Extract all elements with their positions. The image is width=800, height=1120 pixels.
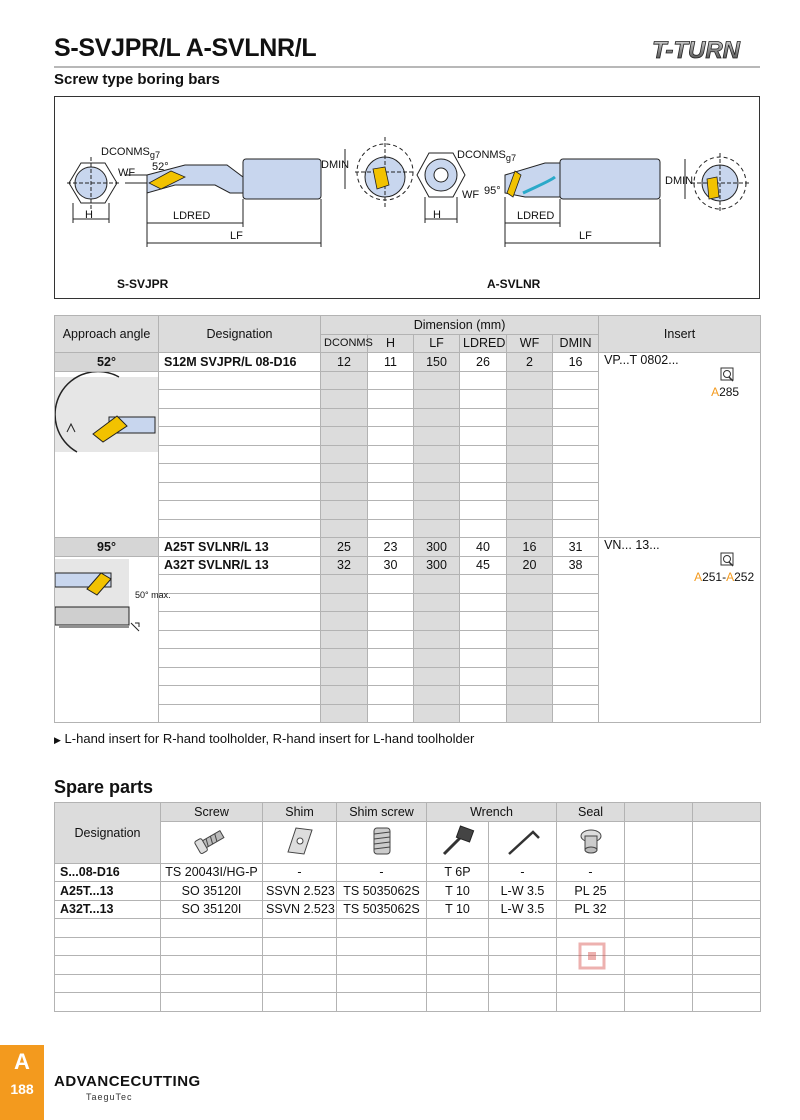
hand-note	[54, 731, 474, 746]
designation-a25t: A25T SVLNR/L 13	[159, 538, 321, 557]
title-rule	[54, 66, 760, 68]
caption-a-svlnr: A-SVLNR	[487, 277, 541, 291]
page-ref-a251-a252[interactable]: A251-A252	[694, 570, 755, 584]
spare-shim-screw: TS 5035062S	[337, 882, 427, 901]
label-wf-left: WF	[118, 167, 136, 179]
l-wrench-icon	[489, 821, 557, 863]
angle-95: 95°	[55, 538, 159, 557]
spare-header-wrench: Wrench	[427, 803, 557, 822]
header-insert: Insert	[599, 316, 761, 353]
label-angle-95: 95°	[484, 185, 501, 197]
designation-s12m: S12M SVJPR/L 08-D16	[159, 353, 321, 372]
insert-ref-block	[604, 367, 757, 407]
header-h: H	[368, 334, 414, 353]
shim-icon	[263, 821, 337, 863]
technical-drawing	[54, 96, 760, 299]
max-angle-note: 50° max.	[135, 589, 171, 600]
insert-code-vn: VN... 13...	[604, 538, 660, 552]
advance-cutting-logo: ADVANCECUTTING	[54, 1073, 201, 1090]
cell-wf: 2	[507, 353, 553, 372]
cell-ldred: 40	[460, 538, 507, 557]
label-ldred-left: LDRED	[173, 210, 211, 222]
label-lf-right: LF	[579, 230, 592, 242]
cell-wf: 16	[507, 538, 553, 557]
cell-h: 30	[368, 556, 414, 575]
spare-shim-screw: TS 5035062S	[337, 900, 427, 919]
label-lf-left: LF	[230, 230, 243, 242]
spare-shim-screw: -	[337, 863, 427, 882]
page-title: S-SVJPR/L A-SVLNR/L	[54, 34, 317, 62]
header-dconms: DCONMS	[321, 334, 368, 353]
t-turn-logo	[630, 32, 762, 66]
spare-row	[55, 900, 761, 919]
label-dconms-right: $DCONMS_{g7}$	[457, 149, 517, 164]
spare-shim: SSVN 2.523	[263, 900, 337, 919]
spare-wrench-l: L-W 3.5	[489, 900, 557, 919]
insert-cell-vn	[599, 538, 761, 723]
label-h-left: H	[85, 209, 93, 221]
label-dmin-mid: DMIN	[321, 159, 350, 171]
spare-header-shim: Shim	[263, 803, 337, 822]
spare-seal: PL 32	[557, 900, 625, 919]
spare-designation: A32T...13	[55, 900, 161, 919]
label-wf-right: WF	[462, 189, 480, 201]
cell-lf: 300	[414, 556, 460, 575]
watermark-logo	[530, 940, 670, 1010]
spare-wrench-torx: T 6P	[427, 863, 489, 882]
page-ref-a285[interactable]: A285	[711, 385, 740, 399]
cell-ldred: 45	[460, 556, 507, 575]
spare-header-screw: Screw	[161, 803, 263, 822]
magnifier-icon	[718, 367, 736, 383]
spare-row	[55, 882, 761, 901]
insert-cell-vp	[599, 353, 761, 538]
spare-header-shim-screw: Shim screw	[337, 803, 427, 822]
angle-52: 52°	[55, 353, 159, 372]
spare-wrench-torx: T 10	[427, 882, 489, 901]
spare-parts-title: Spare parts	[54, 777, 154, 797]
header-designation: Designation	[159, 316, 321, 353]
spare-shim: -	[263, 863, 337, 882]
spare-designation: S...08-D16	[55, 863, 161, 882]
cell-h: 23	[368, 538, 414, 557]
cell-h: 11	[368, 353, 414, 372]
header-dimension: Dimension (mm)	[321, 316, 599, 335]
cell-wf: 20	[507, 556, 553, 575]
cell-dmin: 31	[553, 538, 599, 557]
cell-dmin: 38	[553, 556, 599, 575]
shim-screw-icon	[337, 821, 427, 863]
page-number: 188	[10, 1081, 34, 1097]
insert-code-vp: VP...T 0802...	[604, 353, 679, 367]
spare-header-seal: Seal	[557, 803, 625, 822]
header-dmin: DMIN	[553, 334, 599, 353]
approach-52-icon	[55, 372, 158, 456]
header-lf: LF	[414, 334, 460, 353]
seal-icon	[557, 821, 625, 863]
spare-wrench-l: L-W 3.5	[489, 882, 557, 901]
spare-wrench-torx: T 10	[427, 900, 489, 919]
cell-lf: 300	[414, 538, 460, 557]
label-ldred-right: LDRED	[517, 210, 555, 222]
spare-seal: PL 25	[557, 882, 625, 901]
label-angle-52: 52°	[152, 161, 169, 173]
insert-ref-block	[604, 552, 757, 592]
header-ldred: LDRED	[460, 334, 507, 353]
screw-icon	[161, 821, 263, 863]
torx-wrench-icon	[427, 821, 489, 863]
header-approach-angle: Approach angle	[55, 316, 159, 353]
label-dconms-left: $DCONMS_{g7}$	[101, 146, 161, 161]
spare-screw: SO 35120I	[161, 900, 263, 919]
spare-shim: SSVN 2.523	[263, 882, 337, 901]
designation-a32t: A32T SVLNR/L 13	[159, 556, 321, 575]
spare-screw: SO 35120I	[161, 882, 263, 901]
magnifier-icon	[718, 552, 736, 568]
caption-s-svjpr: S-SVJPR	[117, 277, 169, 291]
cell-dconms: 32	[321, 556, 368, 575]
cell-ldred: 26	[460, 353, 507, 372]
cell-dmin: 16	[553, 353, 599, 372]
label-dmin-right: DMIN	[665, 175, 694, 187]
hand-note-text: L-hand insert for R-hand toolholder, R-hand insert for L-hand toolholder	[64, 731, 475, 746]
label-h-right: H	[433, 209, 441, 221]
approach-image-52	[55, 371, 159, 538]
spare-screw: TS 20043I/HG-P	[161, 863, 263, 882]
page-tab	[0, 1045, 44, 1120]
header-wf: WF	[507, 334, 553, 353]
spare-header-designation: Designation	[55, 803, 161, 864]
spare-row	[55, 863, 761, 882]
svg-text:T-TURN: T-TURN	[652, 37, 740, 64]
cell-dconms: 12	[321, 353, 368, 372]
cell-lf: 150	[414, 353, 460, 372]
spare-seal: -	[557, 863, 625, 882]
approach-image-95	[55, 556, 171, 723]
taegutec-logo: TaeguTec	[86, 1092, 133, 1102]
section-letter: A	[14, 1049, 30, 1074]
triangle-bullet-icon: ▶	[54, 735, 61, 745]
page-subtitle: Screw type boring bars	[54, 71, 220, 88]
spare-designation: A25T...13	[55, 882, 161, 901]
drawing-svg	[55, 97, 761, 300]
cell-dconms: 25	[321, 538, 368, 557]
spare-wrench-l: -	[489, 863, 557, 882]
boring-bar-table	[54, 315, 761, 723]
